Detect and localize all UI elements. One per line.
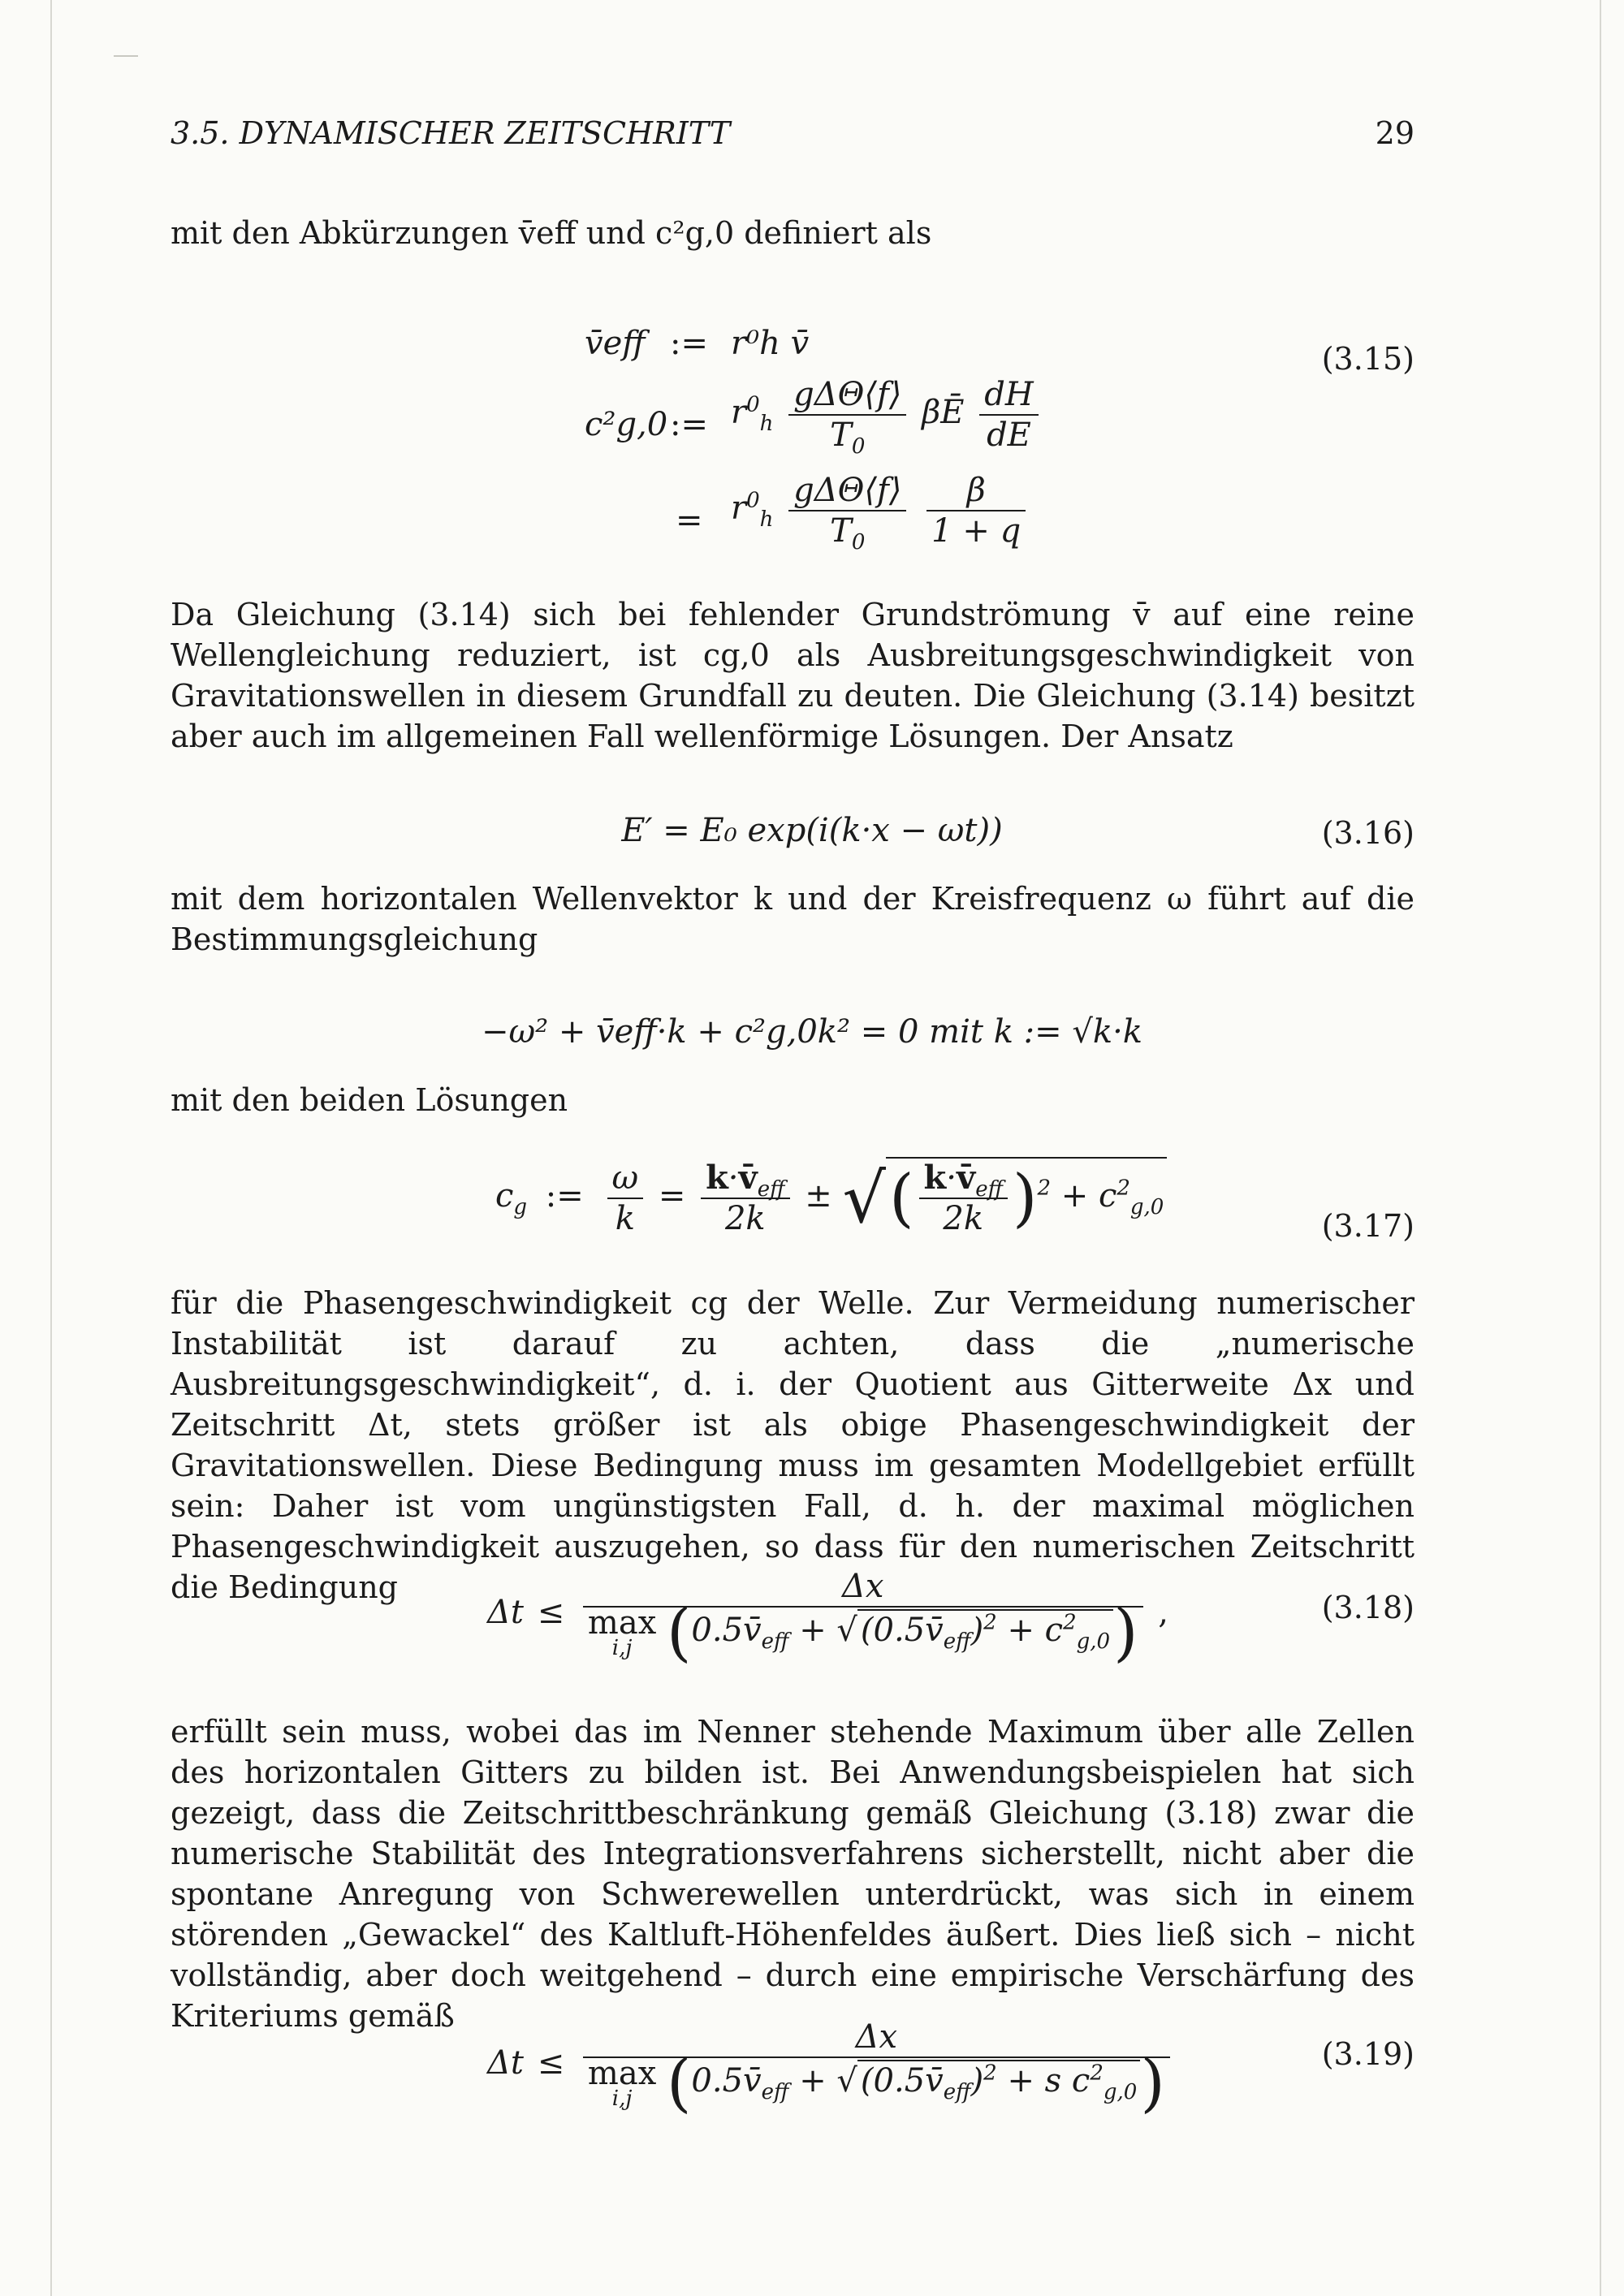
paragraph-phasengeschwindigkeit: für die Phasengeschwindigkeit cg der Welle. Zur Vermeidung numerischer Instabilität ist darauf zu achten, dass die „numerische Ausbreitungsgeschwindigkeit“, d. i. der Quotient aus Gitterweite Δx und Zeitschritt Δt, stets größer ist als obige Phasengeschwindigkeit der Gravitationswellen. Diese Bedingung muss im gesamten Modellgebiet erfüllt sein: Daher ist vom ungünstigsten Fall, d. h. der maximal möglichen Phasengeschwindigkeit auszugehen, so dass für den numerischen Zeitschritt die Bedingung — [171, 1285, 1415, 1605]
equation-label-3-17: (3.17) — [1321, 1208, 1415, 1244]
scan-left-edge — [50, 0, 52, 2296]
equation-3-19: Δt ≤ Δx max i,j ($0.5v̄_{eff}$ + √ $(0.5v̄_{eff})^2 + s$ $c^2_{g,0}$) — [487, 2018, 1175, 2108]
eq315-assign-2: := — [670, 406, 708, 443]
eq315-lhs-c: c²g,0 — [585, 406, 668, 443]
equation-label-3-16: (3.16) — [1321, 815, 1415, 851]
equation-label-3-15: (3.15) — [1321, 341, 1415, 377]
eq318-numerator: Δx — [583, 1567, 1143, 1608]
eq315-rhs2: $r^0_h$ $\frac{\text{gΔΘ⟨f⟩}}{T_0}$ βĒ $\frac{dH}{dE}$ — [731, 375, 1043, 455]
paragraph-wellenvektor: mit dem horizontalen Wellenvektor k und der Kreisfrequenz ω führt auf die Bestimmungsgleichung — [171, 881, 1415, 957]
eq315-equals: = — [676, 502, 703, 539]
eq315-row1 — [585, 325, 646, 362]
equation-3-18: Δt ≤ Δx max i,j ($0.5v̄_{eff}$ + √ $(0.5v̄_{eff})^2 + c^2_{g,0}$) , — [487, 1568, 1168, 1669]
eq315-rhs1: r⁰h v̄ — [731, 325, 810, 362]
equation-label-3-18: (3.18) — [1321, 1590, 1415, 1625]
eq315-assign-1: := — [670, 325, 708, 362]
eq319-numerator: Δx — [583, 2018, 1170, 2058]
paragraph-gleichung: Da Gleichung (3.14) sich bei fehlender Grundströmung v̄ auf eine reine Wellengleichung reduziert, ist cg,0 als Ausbreitungsgeschwindigkeit von Gravitationswellen in diesem Grundfall zu deuten. Die Gleichung (3.14) besitzt aber auch im allgemeinen Fall wellenförmige Lösungen. Der Ansatz — [171, 597, 1415, 754]
paragraph-nenner: erfüllt sein muss, wobei das im Nenner stehende Maximum über alle Zellen des horizontalen Gitters zu bilden ist. Bei Anwendungsbeispielen hat sich gezeigt, dass die Zeitschrittbeschränkung gemäß Gleichung (3.18) zwar die numerische Stabilität des Integrationsverfahrens sicherstellt, nicht aber die spontane Anregung von Schwerewellen unterdrückt, was sich in einem störenden „Gewackel“ des Kaltluft-Höhenfeldes äußert. Dies ließ sich – nicht vollständig, aber doch weitgehend – durch eine empirische Verschärfung des Kriteriums gemäß — [171, 1714, 1415, 2034]
eq315-lhs-veff: v̄eff — [585, 325, 646, 362]
equation-dispersion: −ω² + v̄eff·k + c²g,0k² = 0 mit k := √k·k — [481, 1013, 1143, 1051]
equation-3-17: $c_g$ := $\frac{\omega}{k}$ = $\frac{k\cdot v̄_{eff}}{2k}$ ± √( $\frac{k\cdot v̄_{eff}}{2k}$ )$^2 + c^2_{g,0}$ — [495, 1157, 1167, 1238]
equation-3-15 — [585, 325, 1072, 560]
page-header — [171, 115, 1415, 164]
paragraph-loesungen: mit den beiden Lösungen — [171, 1082, 568, 1118]
equation-label-3-19: (3.19) — [1321, 2036, 1415, 2072]
eq315-rhs3: $r^0_h$ $\frac{\text{gΔΘ⟨f⟩}}{T_0}$ $\frac{\beta}{1 + q}$ — [731, 471, 1030, 550]
paragraph-intro: mit den Abkürzungen v̄eff und c²g,0 definiert als — [171, 215, 932, 251]
page-number: 29 — [1375, 115, 1415, 151]
scan-mark — [114, 55, 138, 57]
equation-3-16: E′ = E₀ exp(i(k·x − ωt)) — [621, 812, 1003, 849]
scan-right-edge — [1600, 0, 1601, 2296]
section-title: 3.5. DYNAMISCHER ZEITSCHRITT — [171, 115, 731, 151]
